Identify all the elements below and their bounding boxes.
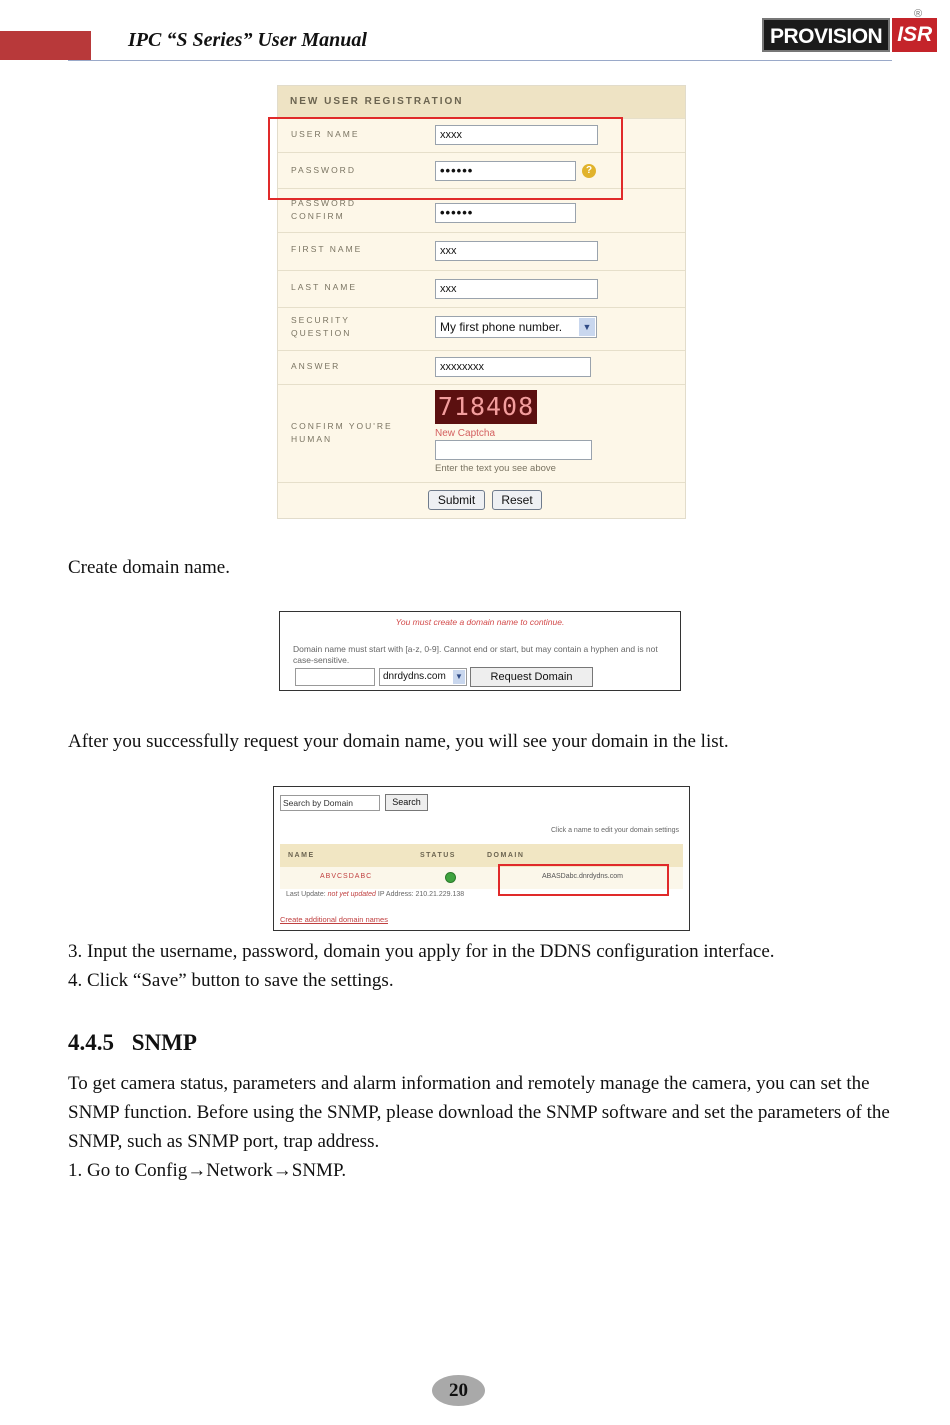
chevron-down-icon: ▼: [453, 670, 465, 684]
username-label: USER NAME: [291, 129, 360, 139]
row-name-link[interactable]: ABVCSDABC: [320, 873, 373, 880]
highlight-box-credentials: [268, 117, 623, 200]
domain-list-screenshot: [273, 786, 690, 931]
request-domain-button[interactable]: Request Domain: [470, 667, 593, 687]
security-question-select[interactable]: [435, 316, 597, 338]
first-name-label: FIRST NAME: [291, 244, 363, 254]
registration-heading: NEW USER REGISTRATION: [278, 86, 685, 118]
logo-isr-text: ISR: [892, 18, 937, 52]
form-row-first-name: [278, 232, 685, 271]
step-3-text: 3. Input the username, password, domain you apply for in the DDNS configuration interface.: [68, 941, 775, 962]
last-update-line: [286, 891, 464, 898]
after-request-text: After you successfully request your domain name, you will see your domain in the list.: [68, 731, 729, 752]
provision-isr-logo: [762, 18, 937, 52]
registered-mark: ®: [914, 8, 923, 20]
manual-title: IPC “S Series” User Manual: [128, 29, 367, 51]
security-question-value: My first phone number.: [440, 320, 563, 334]
edit-hint: Click a name to edit your domain settings: [550, 827, 679, 834]
password-input[interactable]: ••••••: [435, 161, 576, 181]
reset-button[interactable]: Reset: [492, 490, 542, 510]
password-confirm-input[interactable]: ••••••: [435, 203, 576, 223]
column-name: NAME: [288, 852, 315, 859]
submit-button[interactable]: Submit: [428, 490, 485, 510]
captcha-image: 718408: [435, 390, 537, 424]
chevron-down-icon: ▼: [579, 318, 595, 336]
form-row-security-question: [278, 307, 685, 351]
create-domain-text: Create domain name.: [68, 557, 230, 578]
highlight-box-domain: [498, 864, 669, 896]
captcha-label: CONFIRM YOU'RE HUMAN: [291, 421, 393, 444]
last-update-value: not yet updated: [327, 891, 376, 898]
password-label: PASSWORD: [291, 165, 356, 175]
form-row-answer: [278, 350, 685, 385]
security-question-label: SECURITY QUESTION: [291, 315, 352, 338]
captcha-input[interactable]: [435, 440, 592, 460]
snmp-paragraph: To get camera status, parameters and alarm information and remotely manage the camera, you can set the SNMP function. Before using the SNMP, please download the SNMP software and set the parameters of the SNMP, such as SNMP port, trap address.: [68, 1073, 890, 1152]
row-domain: ABASDabc.dnrdydns.com: [542, 873, 623, 880]
password-confirm-label: PASSWORD CONFIRM: [291, 198, 356, 221]
domain-rule-text: Domain name must start with [a-z, 0-9]. Cannot end or start, but may contain a hyphen and is not case-sensitive.: [293, 644, 658, 665]
logo-provision-text: PROVISION: [762, 18, 890, 52]
captcha-note: Enter the text you see above: [435, 463, 556, 474]
header-rule: [68, 60, 892, 61]
help-icon[interactable]: ?: [582, 164, 596, 178]
domain-request-screenshot: [279, 611, 681, 691]
domain-name-input[interactable]: [295, 668, 375, 686]
search-domain-input[interactable]: Search by Domain: [280, 795, 380, 811]
column-status: STATUS: [420, 852, 456, 859]
status-ok-icon: [445, 872, 456, 883]
column-domain: DOMAIN: [487, 852, 525, 859]
answer-input[interactable]: xxxxxxxx: [435, 357, 591, 377]
header-accent-bar: [0, 31, 91, 60]
last-name-input[interactable]: xxx: [435, 279, 598, 299]
domain-suffix-select[interactable]: [379, 668, 467, 686]
page-number: 20: [432, 1375, 485, 1406]
new-captcha-link[interactable]: New Captcha: [435, 428, 496, 439]
answer-label: ANSWER: [291, 361, 341, 371]
last-update-label: Last Update:: [286, 891, 326, 898]
section-heading-snmp: 4.4.5 SNMP: [68, 1030, 197, 1055]
first-name-input[interactable]: xxx: [435, 241, 598, 261]
domain-warning: You must create a domain name to continue.: [395, 617, 565, 627]
step-4-text: 4. Click “Save” button to save the settings.: [68, 970, 394, 991]
domain-suffix-value: dnrdydns.com: [383, 671, 446, 682]
form-row-last-name: [278, 270, 685, 308]
step-1-text: 1. Go to Config→Network→SNMP.: [68, 1160, 347, 1181]
create-additional-link[interactable]: Create additional domain names: [280, 915, 388, 924]
ip-address: IP Address: 210.21.229.138: [377, 891, 465, 898]
username-input[interactable]: xxxx: [435, 125, 598, 145]
search-button[interactable]: Search: [385, 794, 428, 811]
last-name-label: LAST NAME: [291, 282, 358, 292]
